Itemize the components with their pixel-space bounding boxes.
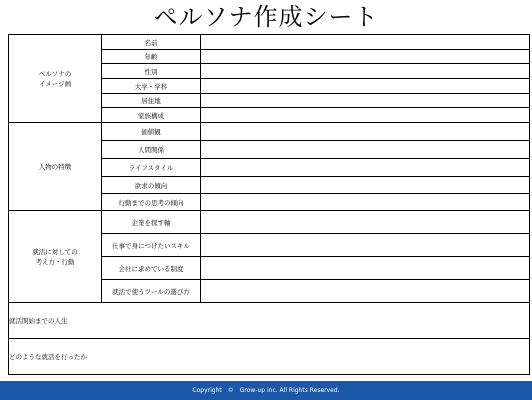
input-cell-thinking[interactable] xyxy=(201,194,530,211)
item-label-university: 大学・学科 xyxy=(102,79,201,94)
item-label-company-axis: 企業を探す軸 xyxy=(102,211,201,234)
input-cell-system[interactable] xyxy=(201,257,530,280)
table-row xyxy=(9,123,530,141)
input-cell-gender[interactable] xyxy=(201,64,530,79)
persona-table xyxy=(8,34,530,375)
item-label-name: 名前 xyxy=(102,35,201,50)
input-cell-values[interactable] xyxy=(201,123,530,141)
wide-row-label: 就活開始までの人生 xyxy=(9,317,68,325)
page-title: ペルソナ作成シート xyxy=(153,3,379,31)
item-label-gender: 性別 xyxy=(102,64,201,79)
input-cell-desire[interactable] xyxy=(201,177,530,194)
input-cell-lifestyle[interactable] xyxy=(201,159,530,177)
input-cell-age[interactable] xyxy=(201,50,530,64)
item-label-thinking: 行動までの思考の傾向 xyxy=(102,194,201,211)
input-cell-family[interactable] xyxy=(201,108,530,123)
table-row xyxy=(9,35,530,50)
input-cell-company-axis[interactable] xyxy=(201,211,530,234)
category-label-line2: 考え方・行動 xyxy=(35,257,75,266)
category-label-line1: 就活に対しての xyxy=(32,247,78,256)
input-cell-residence[interactable] xyxy=(201,94,530,108)
item-label-values: 価値観 xyxy=(102,123,201,141)
category-label-line1: ペルソナの xyxy=(38,69,72,78)
input-cell-university[interactable] xyxy=(201,79,530,94)
section-category-traits: 人物の特徴 xyxy=(9,123,102,211)
section-category-image xyxy=(9,35,102,123)
item-label-desire: 欲求の傾向 xyxy=(102,177,201,194)
table-row xyxy=(9,339,530,375)
wide-row-label: どのような就活を行ったか xyxy=(9,353,87,361)
item-label-relationships: 人間関係 xyxy=(102,141,201,159)
free-text-jobhunt-activity[interactable] xyxy=(9,339,530,375)
input-cell-skills[interactable] xyxy=(201,234,530,257)
copyright-footer: Copyright © Grow-up inc. All Rights Reserved. xyxy=(0,381,532,400)
item-label-age: 年齢 xyxy=(102,50,201,64)
item-label-lifestyle: ライフスタイル xyxy=(102,159,201,177)
free-text-life-before-jobhunt[interactable] xyxy=(9,303,530,339)
item-label-tools: 就活で使うツールの選び方 xyxy=(102,280,201,303)
item-label-family: 家族構成 xyxy=(102,108,201,123)
table-row xyxy=(9,211,530,234)
item-label-residence: 居住地 xyxy=(102,94,201,108)
item-label-system: 会社に求めている制度 xyxy=(102,257,201,280)
input-cell-relationships[interactable] xyxy=(201,141,530,159)
input-cell-name[interactable] xyxy=(201,35,530,50)
table-row xyxy=(9,303,530,339)
section-category-jobhunt xyxy=(9,211,102,303)
item-label-skills: 仕事で身につけたいスキル xyxy=(102,234,201,257)
category-label-line2: イメージ画 xyxy=(38,79,72,88)
input-cell-tools[interactable] xyxy=(201,280,530,303)
